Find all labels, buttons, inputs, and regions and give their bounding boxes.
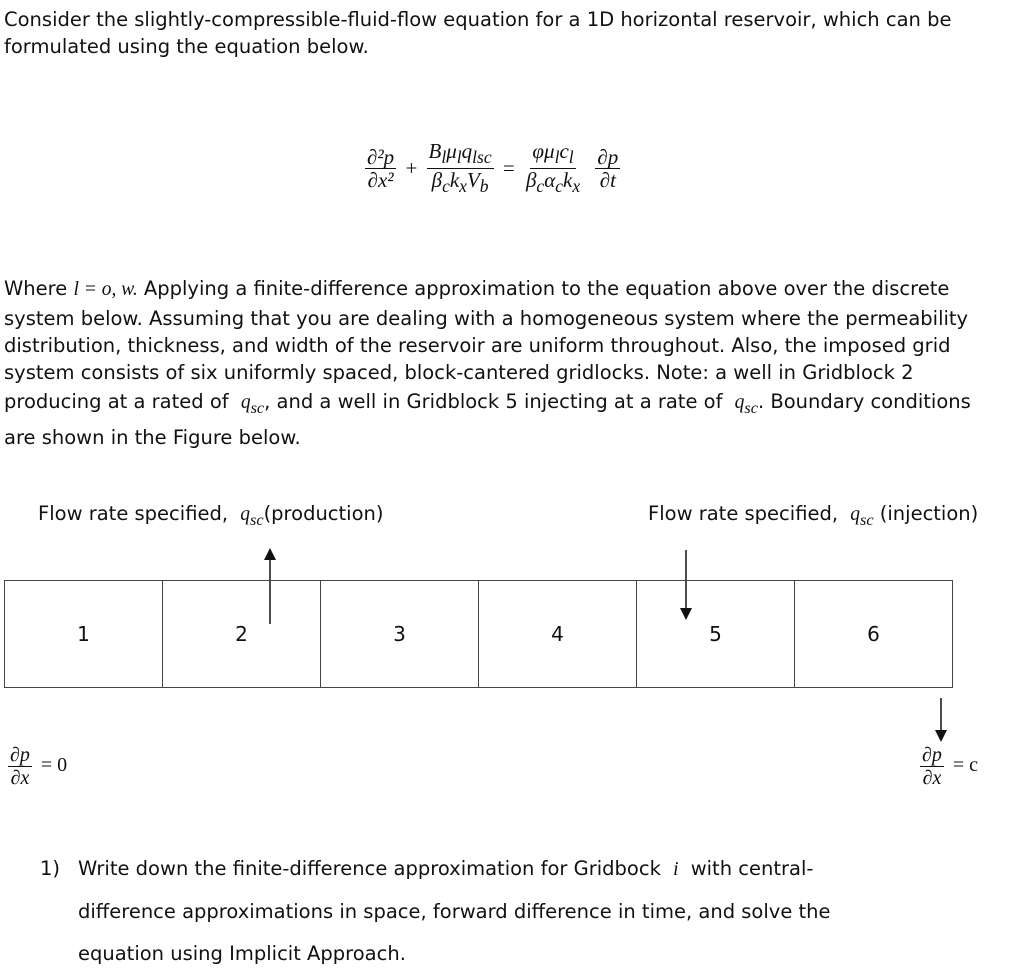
paragraph-line-3: distribution, thickness, and width of the reservoir are uniform throughout. Also, the imposed grid <box>4 334 951 357</box>
accumulation-coefficient: $\frac{\varphi\mu_lc_l}{\beta_c\alpha_ck_x}$ <box>525 139 581 197</box>
paragraph-line-6: are shown in the Figure below. <box>4 426 301 449</box>
paragraph-line-2: system below. Assuming that you are dealing with a homogeneous system where the permeability <box>4 307 969 330</box>
paragraph-line-1: Where l = o, w. Applying a finite-difference approximation to the equation above over the discrete <box>4 277 950 300</box>
governing-equation <box>365 140 620 197</box>
gridblock-4: 4 <box>479 581 637 687</box>
gridblock-5: 5 <box>637 581 795 687</box>
equals-sign: = <box>502 156 515 181</box>
question-number: 1) <box>40 857 61 880</box>
phase-definition: l = o, w. <box>73 279 138 300</box>
left-boundary-condition: $\frac{\partial p}{\partial x}$ = 0 <box>10 744 68 789</box>
production-label: Flow rate specified, $q_{sc}(production)$ <box>38 502 384 529</box>
gridblock-6: 6 <box>867 622 880 646</box>
paragraph-line-5: producing at a rated of $q_{sc}$, and a well in Gridblock 5 injecting at a rate of $q_{sc}$. Boundary conditions <box>4 390 971 417</box>
boundary-arrow-icon <box>933 698 949 744</box>
question-line-2: difference approximations in space, forward difference in time, and solve the <box>78 900 831 923</box>
qsc-symbol: $q_{sc}$ <box>734 392 758 417</box>
qsc-symbol: $q_{sc}$ <box>240 392 265 417</box>
gridblock-1: 1 <box>5 581 163 687</box>
intro-line-2: formulated using the equation below. <box>4 35 369 58</box>
right-boundary-condition: $\frac{\partial p}{\partial x}$ = c <box>922 744 979 789</box>
injection-label: Flow rate specified, $q_{sc}$ (injection) <box>648 502 979 529</box>
second-derivative-term: $\frac{\text{∂²p}}{\text{∂x²}}$ <box>367 145 395 193</box>
question-1: 1) Write down the finite-difference approximation for Gridbock i with central- difference approximations in space, forward difference in time, and solve the equation using Implicit Approach. <box>40 848 900 975</box>
gridblock-3: 3 <box>321 581 479 687</box>
source-term: $\frac{B_l\mu_lq_{lsc}}{\beta_ck_xV_b}$ <box>428 139 492 197</box>
reservoir-grid <box>4 580 953 688</box>
plus-sign: + <box>405 156 418 181</box>
intro-line-1: Consider the slightly-compressible-fluid-flow equation for a 1D horizontal reservoir, which can be <box>4 8 952 31</box>
paragraph-line-4: system consists of six uniformly spaced, block-cantered gridlocks. Note: a well in Gridblock 2 <box>4 361 914 384</box>
gridblock-2: 2 <box>163 581 321 687</box>
time-derivative-term: $\frac{\partial p}{\partial t}$ <box>597 145 619 193</box>
question-line-3: equation using Implicit Approach. <box>78 942 406 965</box>
